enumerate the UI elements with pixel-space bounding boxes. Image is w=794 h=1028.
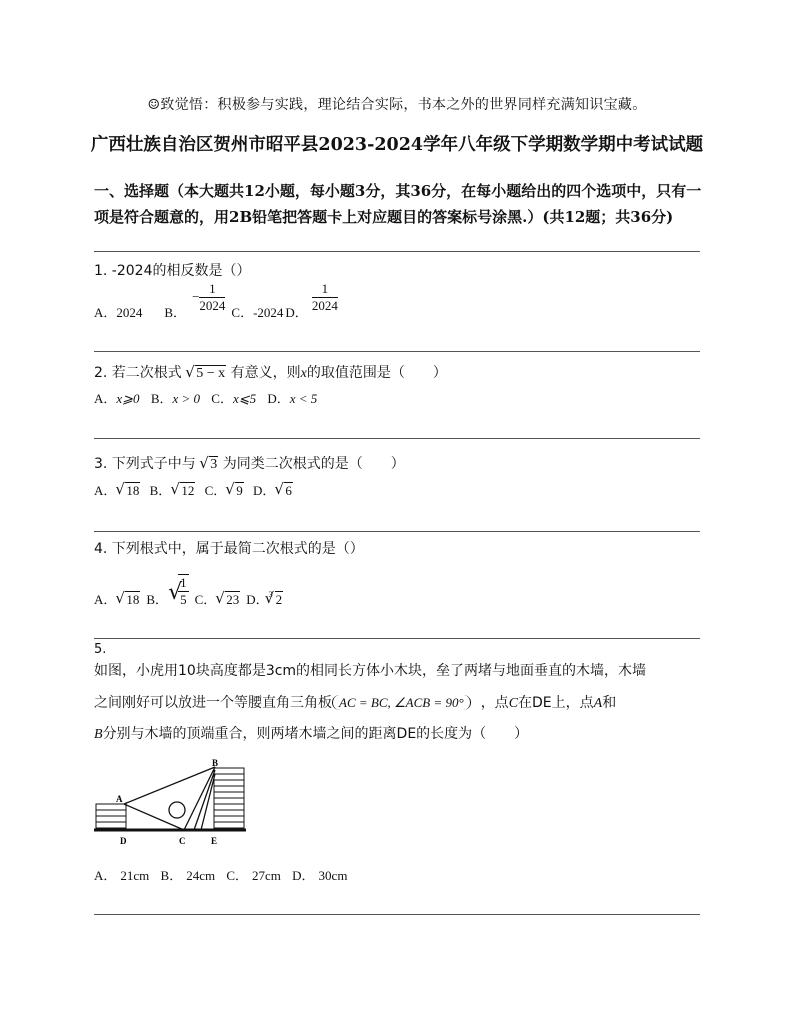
option-value: 27cm (252, 868, 281, 883)
radical (275, 483, 293, 499)
q2-option-c[interactable] (211, 391, 256, 406)
q5-option-d[interactable] (292, 868, 347, 883)
q3-option-a[interactable] (94, 483, 140, 498)
q5-options (94, 865, 347, 884)
option-value: 21cm (120, 868, 150, 883)
radical (216, 592, 240, 608)
option-label: D． (285, 304, 308, 320)
stem-text: 和 (602, 695, 617, 711)
option-label: D． (252, 483, 276, 498)
point-label: C (508, 696, 519, 711)
divider (94, 251, 700, 252)
option-label: D． (267, 391, 290, 406)
denominator: 5 (180, 592, 187, 607)
stem-text: 为同类二次根式的是（ ） (222, 456, 405, 472)
option-value: -2024 (253, 304, 284, 320)
stem-text: ，点 (480, 695, 509, 711)
fraction (312, 281, 338, 314)
q3-option-c[interactable] (205, 483, 244, 498)
divider (94, 531, 700, 532)
radical-sign: √ (168, 580, 183, 605)
numerator: 1 (199, 281, 225, 298)
section-heading: 一、选择题（本大题共12小题，每小题3分，其36分，在每小题给出的四个选项中，只有一项是符合题意的，用2B铅笔把答题卡上对应题目的答案标号涂黑.）(共12题；共36分) (94, 182, 702, 226)
option-value: 2024 (116, 304, 143, 320)
right-wall (214, 768, 244, 828)
q5-line: 如图，小虎用10块高度都是3cm的相同长方体小木块，垒了两堵与地面垂直的木墙，木墙 (94, 663, 647, 679)
option-label: C． (194, 592, 217, 607)
option-value: x > 0 (172, 391, 201, 406)
stem-text: 有意义，则 (230, 365, 301, 381)
option-label: C． (211, 391, 233, 406)
option-value: 30cm (318, 868, 348, 883)
stem-text: 在DE上，点 (518, 695, 594, 711)
radical (171, 483, 195, 499)
q1-option-a[interactable] (94, 302, 142, 321)
radicand: 6 (285, 483, 292, 498)
option-label: B． (146, 592, 169, 607)
option-label: D． (246, 592, 269, 607)
q1-option-b[interactable] (164, 274, 225, 321)
numerator: 1 (180, 575, 187, 590)
radical-fraction (168, 574, 189, 608)
q3-option-b[interactable] (150, 483, 196, 498)
option-label: A． (94, 391, 117, 406)
q5-option-c[interactable] (226, 868, 281, 883)
q2-option-b[interactable] (151, 391, 200, 406)
radicand: 9 (236, 483, 243, 498)
option-label: A． (94, 868, 117, 883)
q2-stem (94, 362, 447, 382)
radical (266, 589, 284, 608)
figure-label-e: E (211, 836, 218, 846)
radical (226, 483, 244, 499)
q5-stem (94, 656, 704, 750)
divider (94, 914, 700, 915)
q5-number: 5. (94, 642, 107, 657)
q5-option-a[interactable] (94, 868, 149, 883)
option-label: B． (160, 868, 183, 883)
option-value: 24cm (186, 868, 216, 883)
stem-text: 之间刚好可以放进一个等腰直角三角板 (94, 695, 332, 711)
motto: ☺致觉悟：积极参与实践，理论结合实际，书本之外的世界同样充满知识宝藏。 (147, 97, 647, 113)
figure-label-c: C (179, 836, 186, 846)
q5-line (94, 719, 704, 750)
q4-option-a[interactable] (94, 589, 140, 608)
root-index: 3 (268, 589, 273, 599)
radical (116, 592, 140, 608)
option-value: x⩾0 (116, 391, 140, 406)
radicand: 18 (126, 483, 140, 498)
radical (200, 457, 218, 473)
option-label: B． (149, 483, 172, 498)
denominator: 2024 (311, 297, 338, 313)
numerator: 1 (312, 281, 338, 298)
condition-math: AC = BC, ∠ACB = 90° (332, 695, 471, 710)
radicand: 3 (210, 457, 218, 472)
triangle-board (124, 767, 215, 830)
divider (94, 351, 700, 352)
option-label: C． (226, 868, 249, 883)
q5-option-b[interactable] (161, 868, 216, 883)
radicand: 12 (181, 483, 195, 498)
option-label: A． (94, 483, 117, 498)
q4-option-b[interactable] (146, 574, 188, 608)
q4-stem: 4. 下列根式中，属于最简二次根式的是（） (94, 541, 364, 557)
radicand: 18 (126, 592, 140, 607)
radical (116, 483, 140, 499)
left-wall (96, 804, 126, 828)
option-label: A． (94, 304, 117, 320)
denominator: 2024 (199, 297, 226, 313)
point-label: B (94, 727, 103, 742)
q4-options (94, 560, 283, 608)
q4-option-d[interactable] (246, 589, 283, 608)
q1-options (94, 277, 338, 320)
divider (94, 438, 700, 439)
option-label: D． (292, 868, 315, 883)
option-label: B． (150, 391, 173, 406)
figure-label-a: A (116, 794, 123, 804)
stem-text: 2. 若二次根式 (94, 365, 182, 381)
q3-stem (94, 453, 405, 473)
option-value: x < 5 (289, 391, 318, 406)
q2-option-a[interactable] (94, 391, 140, 406)
divider (94, 638, 700, 639)
q1-stem: 1. -2024的相反数是（） (94, 263, 251, 279)
figure-label-d: D (120, 836, 127, 846)
variable: x (300, 366, 307, 381)
point-label: A (593, 696, 603, 711)
minus-sign: − (192, 289, 200, 304)
page-title: 广西壮族自治区贺州市昭平县2023-2024学年八年级下学期数学期中考试试题 (90, 135, 704, 155)
stem-text: 分别与木墙的顶端重合，则两堵木墙之间的距离DE的长度为（ ） (102, 726, 529, 742)
q5-figure (94, 756, 254, 850)
option-label: C． (231, 304, 254, 320)
radicand: 5 − x (196, 366, 226, 381)
q4-option-c[interactable] (195, 589, 241, 608)
radicand: 2 (275, 592, 283, 607)
stem-text: 3. 下列式子中与 (94, 456, 196, 472)
figure-label-b: B (212, 758, 219, 768)
q5-line (94, 687, 704, 719)
radicand: 23 (226, 592, 240, 607)
option-value: x⩽5 (232, 391, 257, 406)
q1-option-c[interactable] (231, 302, 283, 321)
q3-option-d[interactable] (253, 483, 293, 498)
option-label: A． (94, 592, 117, 607)
option-label: C． (204, 483, 227, 498)
fraction (199, 281, 225, 314)
q2-option-d[interactable] (267, 391, 317, 406)
q1-option-d[interactable] (285, 274, 337, 321)
stem-text: 的取值范围是（ ） (306, 365, 447, 381)
radical (186, 366, 226, 382)
q3-options (94, 480, 293, 499)
q2-options (94, 388, 317, 407)
option-label: B． (164, 304, 187, 320)
